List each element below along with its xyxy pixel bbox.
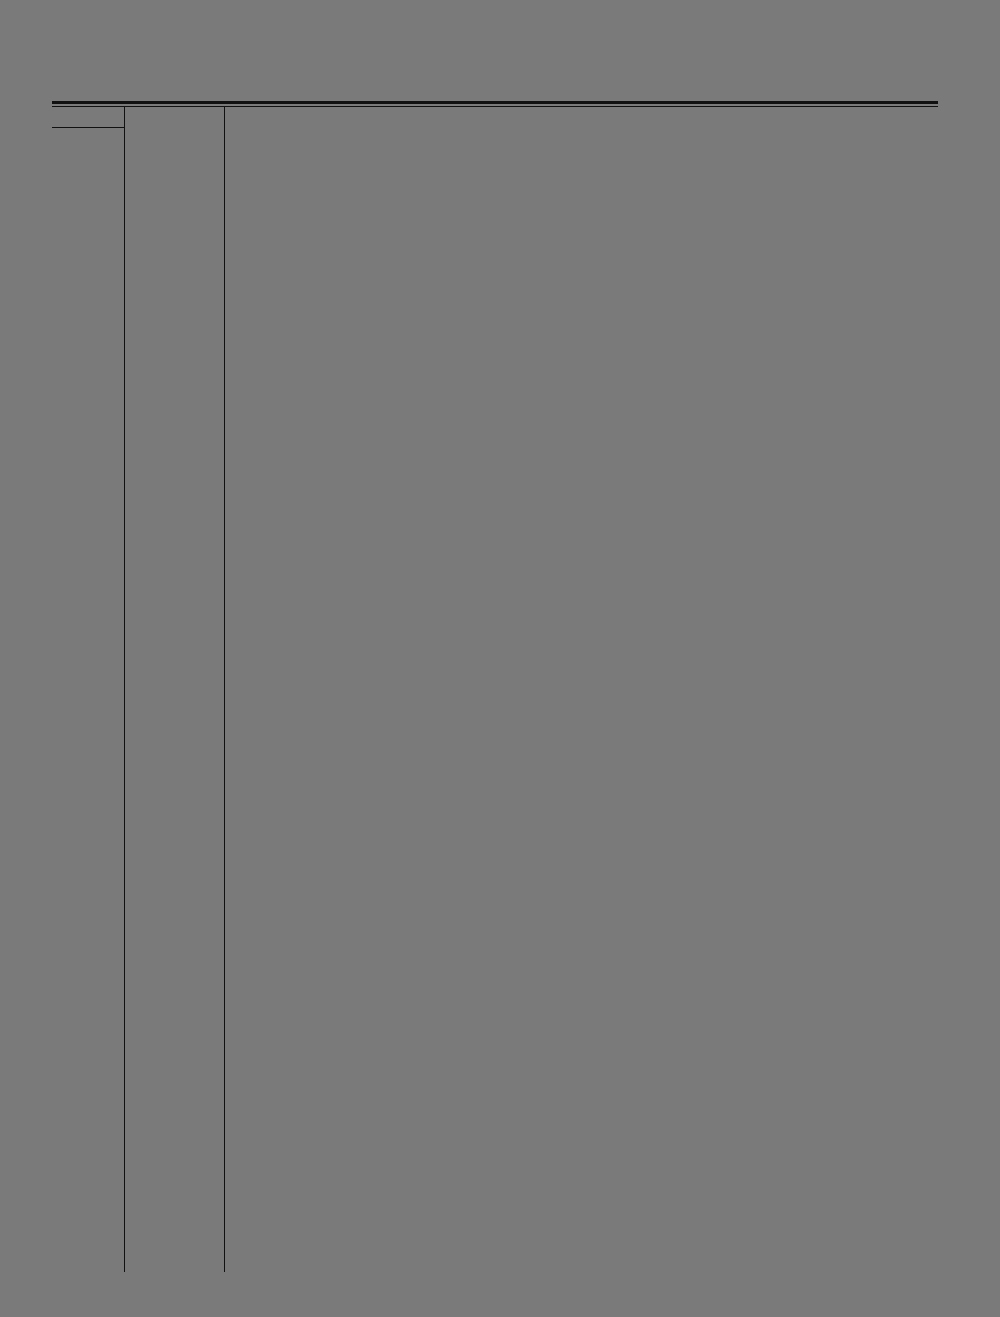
place-column-divider [224,107,225,1272]
header-rule-thin [52,106,938,107]
year-label [52,107,124,128]
header-rule [52,101,938,104]
footer-credit [957,1298,964,1311]
date-column-divider [124,107,125,1272]
